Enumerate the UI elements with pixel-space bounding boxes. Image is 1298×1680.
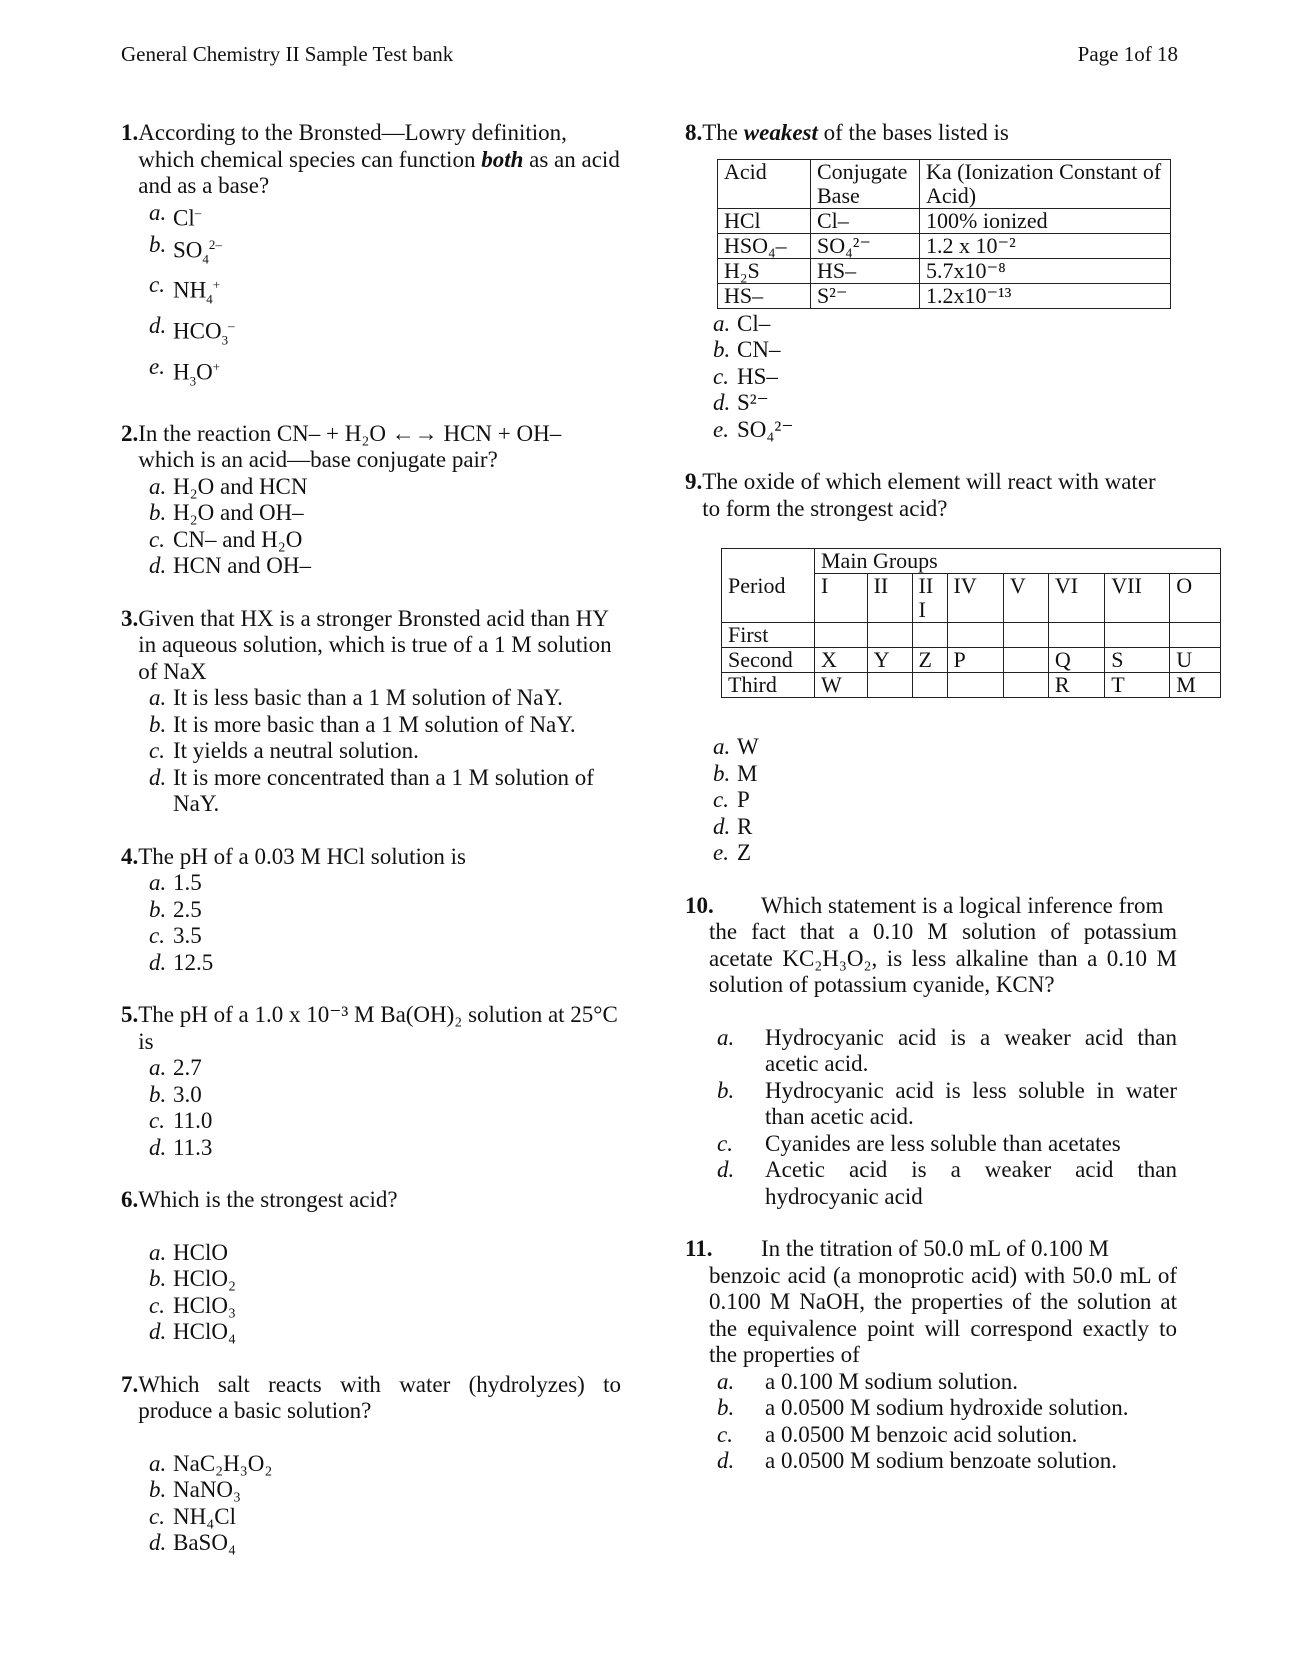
answer-option [121,1055,621,1082]
table-cell: X [815,648,868,673]
table-row [722,623,1221,648]
table-cell: W [815,673,868,698]
option-letter: b. [149,896,167,922]
answer-option [685,734,1177,761]
answer-option [685,311,1177,338]
answer-option [685,337,1177,364]
option-letter: e. [713,416,729,442]
option-text: NaNO₃ [173,1477,242,1503]
option-letter: c. [717,1421,733,1447]
option-text: 3.0 [173,1081,202,1107]
option-text: Cl– [737,310,771,336]
table-cell: 1.2x10⁻¹³ [920,283,1171,308]
table-cell: P [947,648,1003,673]
question-text: Which is the strongest acid? [138,1187,398,1213]
option-letter: d. [149,949,167,975]
option-letter: d. [149,764,167,790]
answer-option [121,527,621,554]
option-text [173,232,621,273]
question-text: In the titration of 50.0 mL of 0.100 M [761,1236,1109,1261]
table-cell [815,623,868,648]
table-header-cell: IV [947,574,1003,623]
question-number: 1. [121,120,139,145]
option-letter: d. [149,1134,167,1160]
question-9 [685,469,1196,867]
table-cell [867,673,912,698]
table-cell: SO₄²⁻ [811,233,920,258]
table-header-cell: VII [1105,574,1170,623]
answer-options [685,1369,1177,1475]
option-text [173,313,621,354]
option-text: BaSO₄ [173,1530,236,1556]
option-letter: d. [149,1530,167,1556]
answer-option [685,1395,1177,1422]
answer-option [121,1135,621,1162]
question-number: 11. [685,1236,713,1261]
option-letter: a. [149,1450,167,1476]
option-letter: e. [713,840,729,865]
option-letter: b. [149,1477,167,1503]
table-cell: HS– [718,283,811,308]
option-text: H₂O and OH– [173,500,304,526]
question-number: 6. [121,1187,139,1213]
option-letter: a. [149,870,167,896]
header-title: General Chemistry II Sample Test bank [121,42,454,66]
question-10 [685,893,1177,1211]
answer-options [121,685,621,818]
option-text: Acetic acid is a weaker acid than hydrocyanic acid [765,1157,1177,1209]
formula-subscript: 4 [206,291,213,307]
answer-option [121,553,621,580]
question-text-part: of the bases listed is [817,120,1009,145]
option-text [173,272,621,313]
answer-option [121,200,621,232]
table-cell: S [1105,648,1170,673]
option-text: R [737,813,753,839]
option-letter: a. [149,473,167,499]
table-header-cell: Acid [718,159,811,208]
option-text: M [737,760,758,786]
option-text: 2.5 [173,896,202,922]
table-cell: R [1048,673,1104,698]
answer-option [121,1240,621,1267]
option-text: 3.5 [173,923,202,949]
answer-option [121,1451,621,1478]
question-6 [121,1187,621,1346]
left-column [121,120,621,1583]
answer-option [685,840,1177,867]
formula-subscript: 4 [202,250,209,266]
answer-option [121,1266,621,1293]
option-text: W [737,734,759,759]
option-text: NaC₂H₃O₂ [173,1450,273,1476]
question-text: Given that HX is a stronger Bronsted acid than HY in aqueous solution, which is true of a 1 M solution of NaX [138,605,612,684]
table-header-cell: Period [722,574,815,623]
option-letter: a. [149,199,167,225]
table-row [718,208,1171,233]
question-3 [121,606,621,818]
table-cell: HSO₄– [718,233,811,258]
question-1 [121,120,621,395]
question-number: 7. [121,1371,139,1397]
answer-option [685,1025,1177,1078]
formula-charge: + [212,277,221,293]
table-header-row [718,159,1171,208]
table-cell [867,623,912,648]
answer-options [685,734,1177,867]
answer-option [121,313,621,354]
option-text: HClO₃ [173,1292,236,1318]
table-header-row [722,549,1221,574]
option-text: P [737,787,750,812]
option-text: a 0.0500 M sodium hydroxide solution. [765,1395,1129,1420]
table-row [718,258,1171,283]
option-letter: d. [149,553,167,579]
answer-option [685,1369,1177,1396]
option-text: a 0.0500 M benzoic acid solution. [765,1421,1078,1447]
question-4 [121,844,621,977]
question-text [702,120,1177,147]
formula-charge: 2– [208,236,222,252]
option-text: CN– [737,337,781,362]
answer-option [121,354,621,395]
answer-option [685,1078,1177,1131]
answer-option [121,500,621,527]
question-2 [121,421,621,580]
table-header-cell: VI [1048,574,1104,623]
answer-option [685,1157,1177,1210]
table-header-cell: II [867,574,912,623]
option-letter: a. [149,1055,167,1081]
table-cell: Q [1048,648,1104,673]
table-row [722,648,1221,673]
option-text: 12.5 [173,949,214,975]
answer-options [685,311,1177,444]
table-row [718,233,1171,258]
option-letter: c. [717,1130,733,1156]
question-text [138,120,621,200]
option-letter: a. [149,685,167,711]
answer-option [121,685,621,712]
option-letter: c. [149,1108,165,1134]
question-number: 4. [121,843,139,869]
table-header-cell: Main Groups [815,549,1221,574]
option-text [173,200,621,232]
option-text: Z [737,840,752,865]
option-text: 11.0 [173,1108,213,1134]
option-text: 1.5 [173,870,202,896]
option-letter: d. [713,390,731,415]
answer-option [121,950,621,977]
answer-option [121,1477,621,1504]
table-cell [947,673,1003,698]
question-number: 2. [121,420,139,446]
question-8 [685,120,1177,443]
option-text: It yields a neutral solution. [173,738,419,764]
option-text: HClO₄ [173,1319,236,1345]
table-row [718,283,1171,308]
option-text: H₂O and HCN [173,473,308,499]
table-header-cell: V [1003,574,1048,623]
option-letter: b. [149,711,167,737]
table-cell [722,549,815,574]
spacer [121,1214,621,1240]
table-header-cell: O [1170,574,1221,623]
answer-options [121,1451,621,1557]
answer-option [121,765,621,818]
question-text: Which salt reacts with water (hydrolyzes) to produce a basic solution? [138,1371,621,1424]
periodic-groups-table [721,548,1221,698]
option-letter: c. [149,526,165,552]
table-cell [947,623,1003,648]
table-cell [1048,623,1104,648]
answer-options [121,1240,621,1346]
option-text: HCN and OH– [173,553,311,579]
option-text: S²⁻ [737,390,769,415]
table-cell [912,623,947,648]
table-cell: Z [912,648,947,673]
answer-option [121,870,621,897]
answer-option [685,814,1177,841]
answer-option [685,787,1177,814]
option-letter: a. [717,1024,735,1050]
option-letter: a. [717,1368,735,1394]
option-letter: c. [149,1503,165,1529]
table-header-row [722,574,1221,623]
formula-part: HCO [173,318,222,344]
question-7 [121,1372,621,1557]
option-letter: b. [717,1395,735,1420]
answer-options [685,1025,1177,1211]
option-letter: c. [149,272,165,298]
option-text: HS– [737,363,778,389]
option-letter: b. [149,1266,167,1292]
option-letter: a. [149,1239,167,1265]
option-text: a 0.100 M sodium solution. [765,1368,1019,1394]
question-text-part: The [702,120,744,145]
option-letter: b. [713,337,731,362]
acid-base-table [717,159,1171,309]
question-text: The pH of a 0.03 M HCl solution is [138,843,466,869]
formula-charge: + [212,358,221,374]
option-text: It is more concentrated than a 1 M solution of NaY. [173,764,594,817]
option-letter: c. [713,363,729,389]
answer-option [121,1504,621,1531]
table-cell: T [1105,673,1170,698]
answer-option [685,417,1177,444]
answer-option [685,364,1177,391]
option-letter: b. [149,231,167,257]
answer-option [121,1530,621,1557]
answer-option [121,1082,621,1109]
right-column [685,120,1196,1501]
table-cell: Y [867,648,912,673]
question-text: In the reaction CN– + H₂O ←→ HCN + OH– which is an acid—base conjugate pair? [138,420,562,473]
option-text [173,354,621,395]
formula-part: O [196,359,213,385]
table-header-cell: Conjugate Base [811,159,920,208]
table-cell [1003,673,1048,698]
formula-part: H [173,359,190,385]
question-text-part: as an acid and as a base? [138,146,620,198]
option-letter: a. [713,310,731,336]
table-cell: 1.2 x 10⁻² [920,233,1171,258]
formula-subscript: 3 [189,373,197,389]
table-cell: Cl– [811,208,920,233]
table-cell: U [1170,648,1221,673]
question-text: The pH of a 1.0 x 10⁻³ M Ba(OH)₂ solution at 25°C is [138,1002,618,1054]
answer-option [685,1448,1177,1475]
option-text: NH₄Cl [173,1503,236,1529]
answer-options [121,1055,621,1161]
question-number: 9. [685,469,703,494]
table-header-cell: Ka (Ionization Constant of Acid) [920,159,1171,208]
answer-option [121,272,621,313]
answer-options [121,200,621,395]
emphasis-text: both [481,146,524,172]
table-cell [1170,623,1221,648]
answer-option [121,923,621,950]
option-letter: b. [717,1077,735,1103]
option-letter: d. [717,1157,735,1182]
table-cell [1003,648,1048,673]
question-number: 10. [685,892,714,918]
question-text-body: the fact that a 0.10 M solution of potassium acetate KC₂H₃O₂, is less alkaline than a 0.10 M solution of potassium cyanide, KCN? [709,919,1177,997]
table-cell [1105,623,1170,648]
option-letter: a. [713,734,731,759]
question-number: 3. [121,605,139,631]
answer-option [121,738,621,765]
question-text-body: benzoic acid (a monoprotic acid) with 50.0 mL of 0.100 M NaOH, the properties of the solution at the equivalence point will correspond exactly to the properties of [709,1262,1177,1367]
formula-charge: – [228,318,235,334]
option-text: HClO₂ [173,1266,236,1292]
table-cell: Second [722,648,815,673]
option-text: a 0.0500 M sodium benzoate solution. [765,1448,1117,1473]
option-letter: b. [149,500,167,526]
formula-subscript: 3 [221,332,229,348]
question-number: 8. [685,120,703,145]
answer-option [121,232,621,273]
table-cell: HCl [718,208,811,233]
option-letter: b. [149,1081,167,1107]
table-header-cell: II I [912,574,947,623]
option-text: 2.7 [173,1055,202,1081]
question-number: 5. [121,1002,139,1028]
option-text: CN– and H₂O [173,526,303,552]
table-cell: Third [722,673,815,698]
table-cell: HS– [811,258,920,283]
question-text: Which statement is a logical inference from [761,892,1164,918]
answer-option [121,712,621,739]
option-letter: d. [713,813,731,839]
table-cell: First [722,623,815,648]
table-cell: 100% ionized [920,208,1171,233]
formula-charge: – [194,204,202,220]
answer-option [685,761,1177,788]
formula-part: NH [173,278,207,304]
question-5 [121,1002,621,1161]
table-cell: M [1170,673,1221,698]
option-letter: b. [713,760,731,786]
question-11 [685,1236,1177,1475]
option-letter: c. [149,1292,165,1318]
table-cell: 5.7x10⁻⁸ [920,258,1171,283]
option-letter: e. [149,353,165,379]
formula-part: Cl [173,205,195,231]
question-text: The oxide of which element will react with water to form the strongest acid? [702,469,1156,521]
answer-option [685,390,1177,417]
option-letter: d. [149,313,167,339]
answer-option [121,474,621,501]
option-text: HClO [173,1239,228,1265]
option-letter: d. [149,1319,167,1345]
answer-option [121,1293,621,1320]
table-cell [912,673,947,698]
option-text: Cyanides are less soluble than acetates [765,1130,1121,1156]
spacer [121,1425,621,1451]
option-text: Hydrocyanic acid is less soluble in water than acetic acid. [765,1077,1177,1129]
option-letter: c. [149,923,165,949]
spacer [685,999,1177,1025]
formula-part: SO [173,237,203,263]
option-text: It is less basic than a 1 M solution of NaY. [173,685,563,711]
page-number: Page 1of 18 [1077,42,1178,66]
question-text-part: According to the Bronsted—Lowry definition, which chemical species can function [138,120,567,172]
answer-options [121,474,621,580]
table-header-cell: I [815,574,868,623]
option-text: Hydrocyanic acid is a weaker acid than acetic acid. [765,1024,1177,1076]
option-text: SO₄²⁻ [737,416,794,442]
option-letter: d. [717,1448,735,1473]
answer-option [121,1108,621,1135]
option-letter: c. [713,787,729,812]
answer-options [121,870,621,976]
option-letter: c. [149,738,165,764]
answer-option [685,1131,1177,1158]
table-row [722,673,1221,698]
table-cell: S²⁻ [811,283,920,308]
table-cell [1003,623,1048,648]
option-text: It is more basic than a 1 M solution of NaY. [173,711,576,737]
answer-option [121,1319,621,1346]
option-text: 11.3 [173,1134,213,1160]
answer-option [685,1422,1177,1449]
emphasis-text: weakest [743,120,818,145]
answer-option [121,897,621,924]
table-cell: H₂S [718,258,811,283]
